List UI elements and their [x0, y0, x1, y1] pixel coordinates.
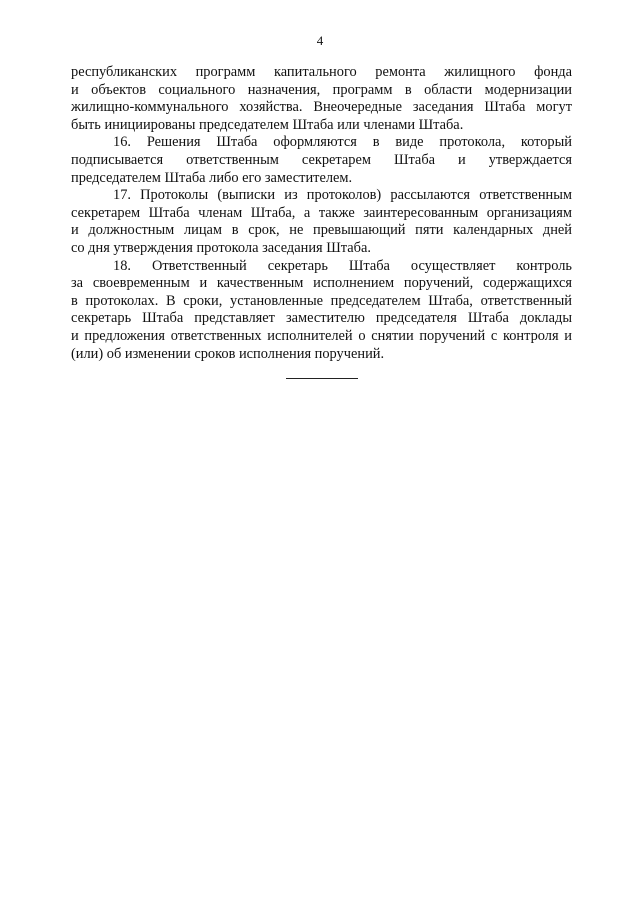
paragraph-continuation: [71, 64, 572, 134]
text-line: и должностным лицам в срок, не превышающий пяти календарных дней: [71, 222, 572, 239]
text-line: 16. Решения Штаба оформляются в виде протокола, который: [113, 134, 572, 151]
text-line: 17. Протоколы (выписки из протоколов) рассылаются ответственным: [113, 187, 572, 204]
text-line: со дня утверждения протокола заседания Штаба.: [71, 239, 371, 256]
text-line: (или) об изменении сроков исполнения поручений.: [71, 345, 385, 362]
text-line: в протоколах. В сроки, установленные председателем Штаба, ответственный: [71, 292, 572, 309]
text-line: быть инициированы председателем Штаба или членами Штаба.: [71, 116, 464, 133]
document-body: [71, 64, 572, 363]
text-line: за своевременным и качественным исполнением поручений, содержащихся: [71, 275, 572, 292]
text-line: секретарь Штаба представляет заместителю председателя Штаба доклады: [71, 310, 572, 327]
text-line: республиканских программ капитального ремонта жилищного фонда: [71, 64, 572, 80]
text-line: 18. Ответственный секретарь Штаба осуществляет контроль: [113, 257, 572, 274]
text-line: и объектов социального назначения, программ в области модернизации: [71, 81, 572, 98]
text-line: и предложения ответственных исполнителей о снятии поручений с контроля и: [71, 327, 572, 344]
text-line: председателем Штаба либо его заместителем.: [71, 169, 353, 186]
text-line: жилищно-коммунального хозяйства. Внеочередные заседания Штаба могут: [71, 99, 572, 116]
paragraph-16: [71, 134, 572, 187]
paragraph-18: [71, 258, 572, 364]
end-separator-line: [286, 378, 358, 379]
text-line: подписывается ответственным секретарем Штаба и утверждается: [71, 151, 572, 168]
text-line: секретарем Штаба членам Штаба, а также заинтересованным организациям: [71, 204, 572, 221]
page-number: 4: [316, 33, 324, 48]
paragraph-17: [71, 187, 572, 257]
